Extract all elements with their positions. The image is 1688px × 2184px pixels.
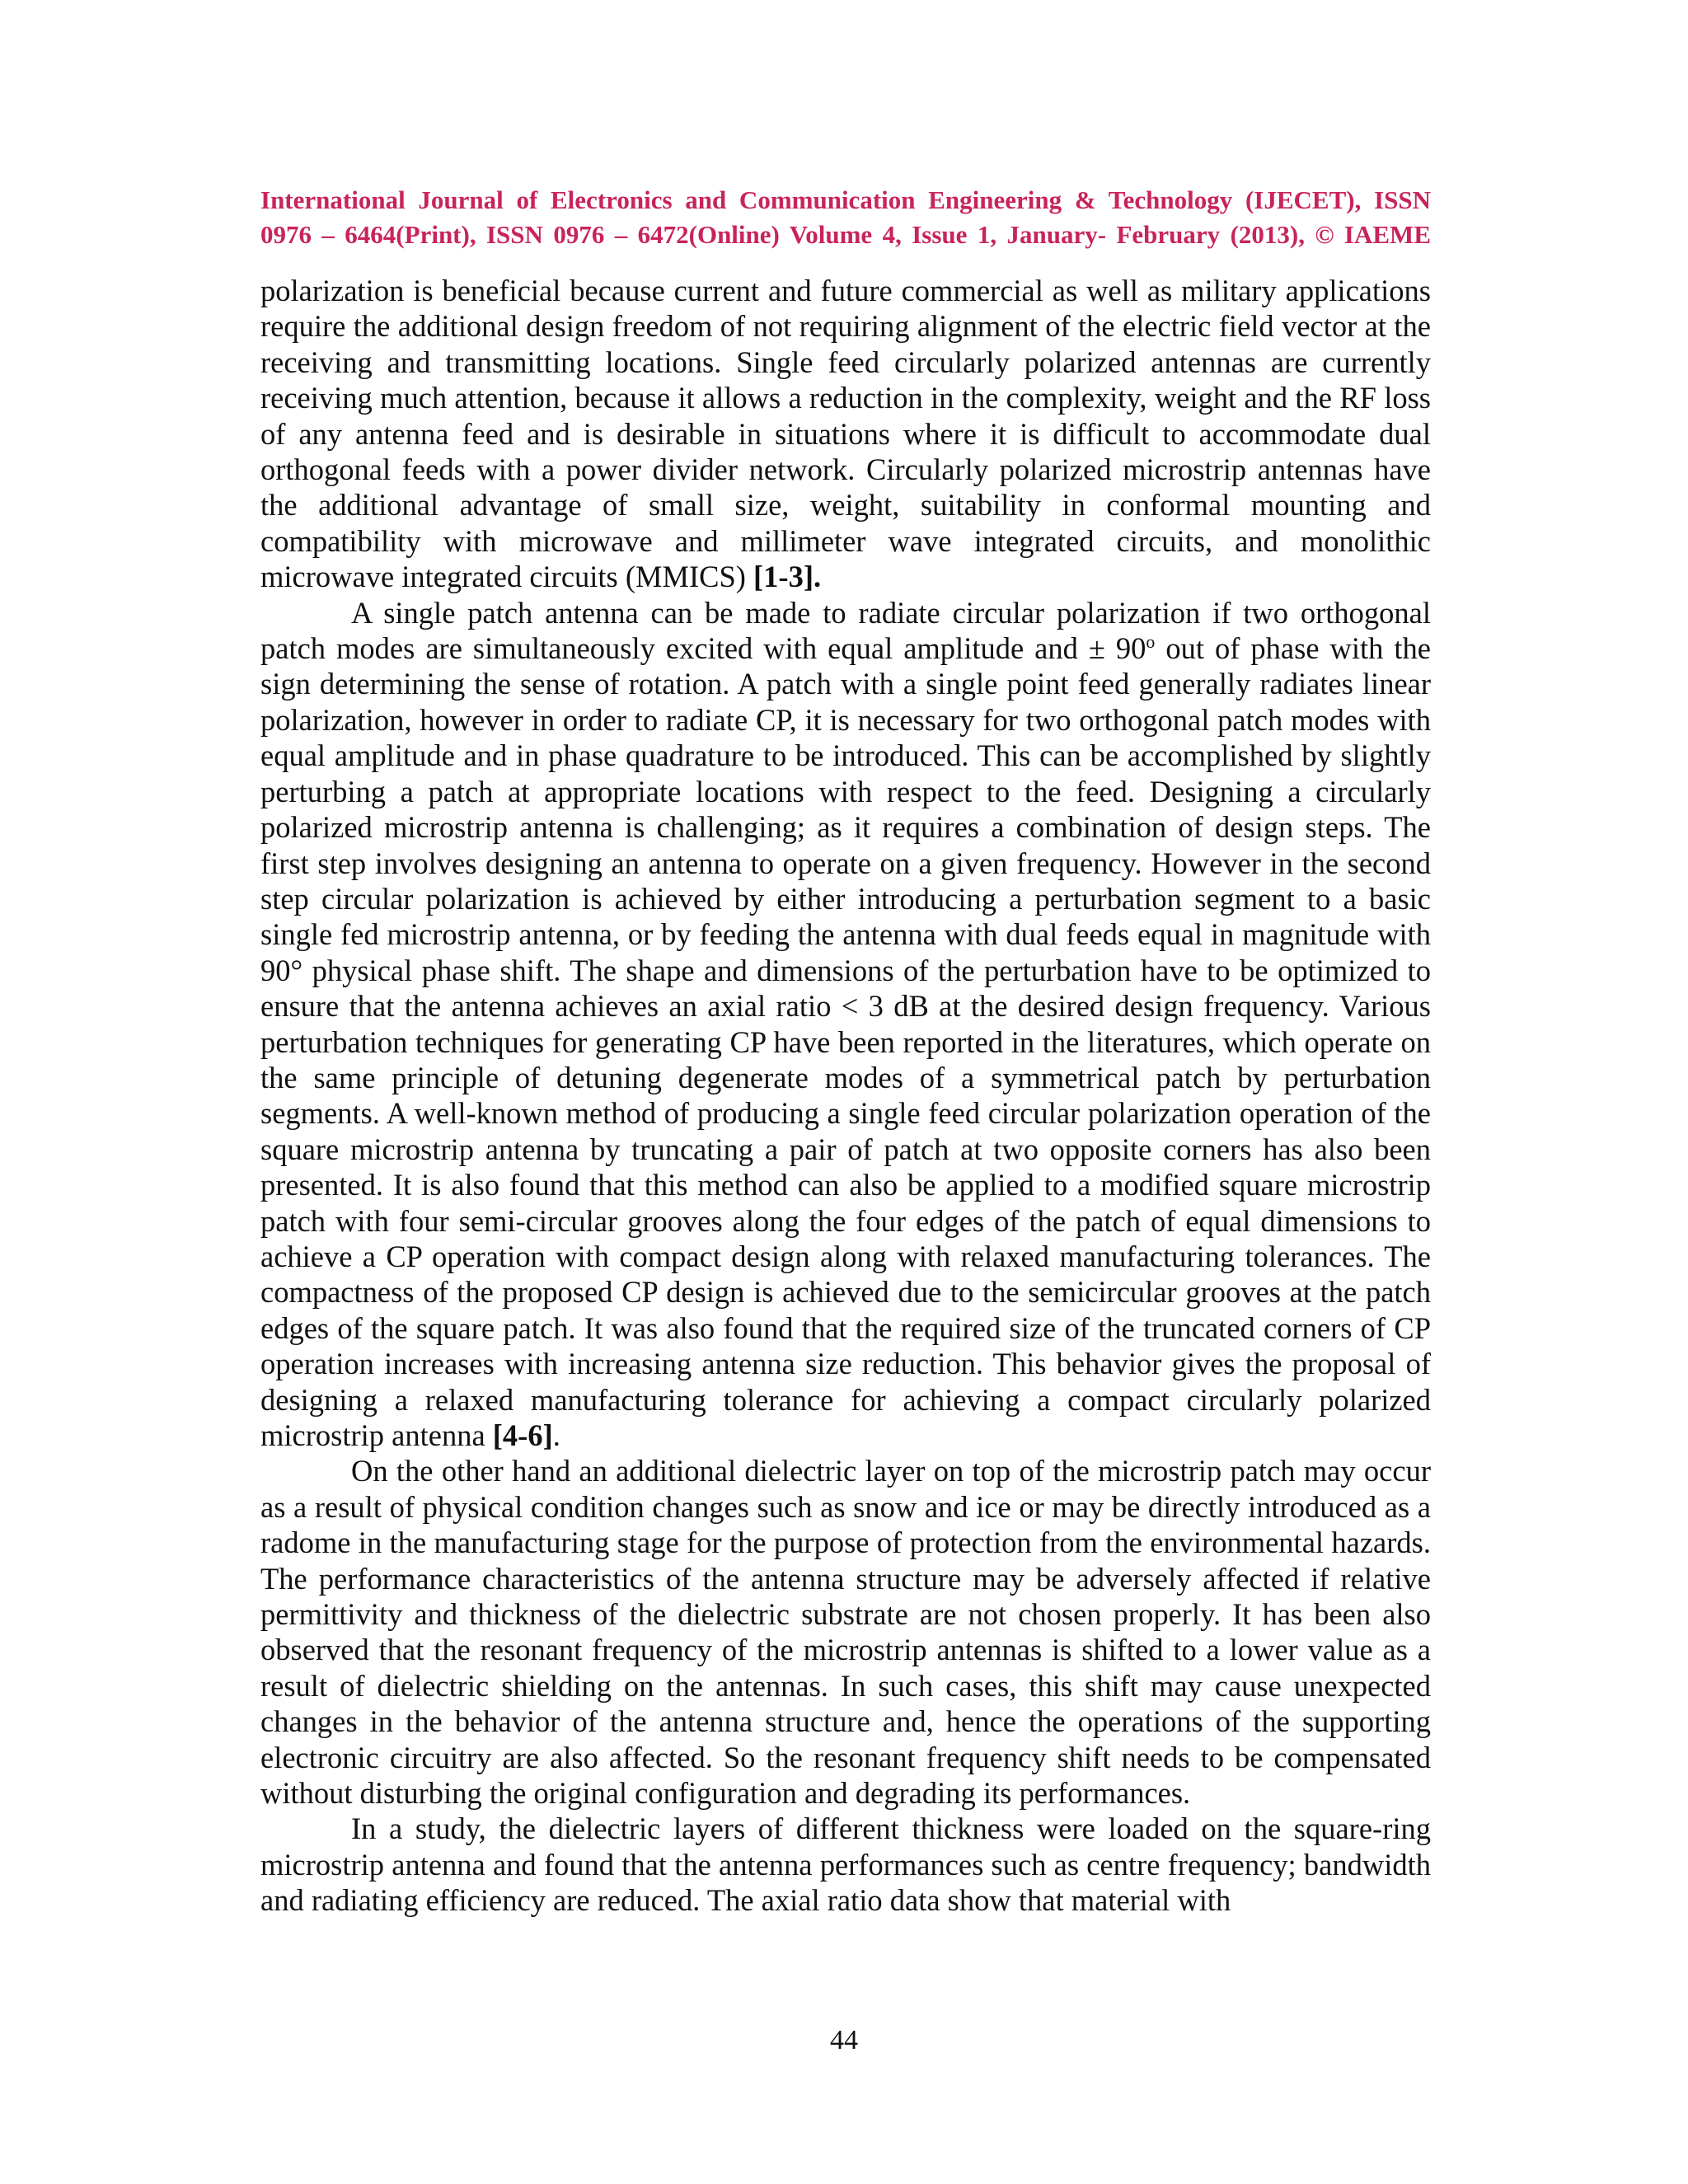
degree-superscript: o bbox=[1146, 630, 1156, 652]
journal-header-line-2: 0976 – 6464(Print), ISSN 0976 – 6472(Online) Volume 4, Issue 1, January- February (2013), © IAEME bbox=[260, 220, 1431, 249]
paragraph-2-text-b: out of phase with the sign determining the sense of rotation. A patch with a single point feed generally radiates linear polarization, however in order to radiate CP, it is necessary for two orthogonal patch modes with equal amplitude and in phase quadrature to be introduced. This can be accomplished by slightly perturbing a patch at appropriate locations with respect to the feed. Designing a circularly polarized microstrip antenna is challenging; as it requires a combination of design steps. The first step involves designing an antenna to operate on a given frequency. However in the second step circular polarization is achieved by either introducing a perturbation segment to a basic single fed microstrip antenna, or by feeding the antenna with dual feeds equal in magnitude with 90° physical phase shift. The shape and dimensions of the perturbation have to be optimized to ensure that the antenna achieves an axial ratio < 3 dB at the desired design frequency. Various perturbation techniques for generating CP have been reported in the literatures, which operate on the same principle of detuning degenerate modes of a symmetrical patch by perturbation segments. A well-known method of producing a single feed circular polarization operation of the square microstrip antenna by truncating a pair of patch at two opposite corners has also been presented. It is also found that this method can also be applied to a modified square microstrip patch with four semi-circular grooves along the four edges of the patch of equal dimensions to achieve a CP operation with compact design along with relaxed manufacturing tolerances. The compactness of the proposed CP design is achieved due to the semicircular grooves at the patch edges of the square patch. It was also found that the required size of the truncated corners of CP operation increases with increasing antenna size reduction. This behavior gives the proposal of designing a relaxed manufacturing tolerance for achieving a compact circularly polarized microstrip antenna bbox=[260, 631, 1432, 1452]
citation-1-3: [1-3]. bbox=[753, 560, 822, 594]
citation-4-6: [4-6] bbox=[492, 1418, 553, 1452]
paragraph-1-text: polarization is beneficial because current and future commercial as well as military applications require the additional design freedom of not requiring alignment of the electric field vector at the receiving and transmitting locations. Single feed circularly polarized antennas are currently receiving much attention, because it allows a reduction in the complexity, weight and the RF loss of any antenna feed and is desirable in situations where it is difficult to accommodate dual orthogonal feeds with a power divider network. Circularly polarized microstrip antennas have the additional advantage of small size, weight, suitability in conformal mounting and compatibility with microwave and millimeter wave integrated circuits, and monolithic microwave integrated circuits (MMICS) bbox=[260, 274, 1431, 594]
paragraph-3: On the other hand an additional dielectric layer on top of the microstrip patch may occur as a result of physical condition changes such as snow and ice or may be directly introduced as a radome in the manufacturing stage for the purpose of protection from the environmental hazards. The performance characteristics of the antenna structure may be adversely affected if relative permittivity and thickness of the dielectric substrate are not chosen properly. It has been also observed that the resonant frequency of the microstrip antennas is shifted to a lower value as a result of dielectric shielding on the antennas. In such cases, this shift may cause unexpected changes in the behavior of the antenna structure and, hence the operations of the supporting electronic circuitry are also affected. So the resonant frequency shift needs to be compensated without disturbing the original configuration and degrading its performances. bbox=[260, 1454, 1431, 1811]
paragraph-2 bbox=[260, 595, 1431, 1454]
article-body bbox=[260, 273, 1431, 1919]
paragraph-2-trailing: . bbox=[552, 1418, 560, 1452]
journal-header-line-1: International Journal of Electronics and Communication Engineering & Technology (IJECET), ISSN bbox=[260, 185, 1431, 214]
paragraph-4: In a study, the dielectric layers of different thickness were loaded on the square-ring microstrip antenna and found that the antenna performances such as centre frequency; bandwidth and radiating efficiency are reduced. The axial ratio data show that material with bbox=[260, 1811, 1431, 1918]
paragraph-1 bbox=[260, 273, 1431, 595]
paragraph-2-text-a: A single patch antenna can be made to radiate circular polarization if two orthogonal patch modes are simultaneously excited with equal amplitude and ± 90 bbox=[260, 595, 1431, 666]
page-number: 44 bbox=[830, 2025, 858, 2055]
journal-header bbox=[260, 183, 1431, 252]
